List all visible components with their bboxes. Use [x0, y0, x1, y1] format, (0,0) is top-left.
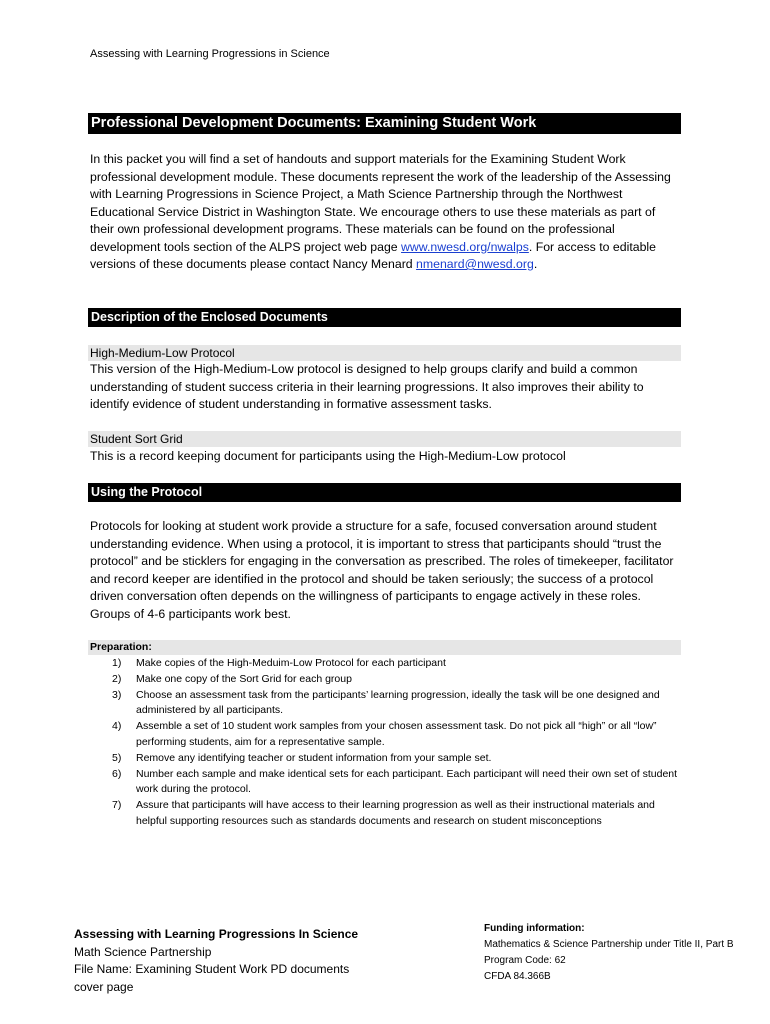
footer-page-label: cover page: [74, 979, 134, 994]
footer-project-info: [74, 926, 358, 996]
intro-end-text: .: [533, 257, 538, 271]
list-item: [90, 798, 682, 830]
list-item: [90, 767, 682, 799]
item-text-hml-protocol: This version of the High-Medium-Low protocol is designed to help groups clarify and build a common understanding of student success criteria in their learning progressions. It also improves their ability to identify evidence of student understanding in formative assessment tasks.: [90, 362, 644, 411]
step-number: 3): [112, 688, 122, 701]
footer-partnership: Math Science Partnership: [74, 944, 212, 959]
preparation-steps: [90, 656, 682, 830]
step-text: Make copies of the High-Meduim-Low Protocol for each participant: [136, 657, 446, 669]
list-item: [90, 751, 682, 767]
step-number: 6): [112, 767, 122, 780]
section-heading-description: Description of the Enclosed Documents: [88, 308, 681, 327]
funding-cfda: CFDA 84.366B: [484, 971, 551, 982]
step-text: Remove any identifying teacher or student information from your sample set.: [136, 751, 492, 764]
item-label-sort-grid: Student Sort Grid: [88, 431, 681, 447]
step-number: 1): [112, 657, 122, 669]
list-item: [90, 719, 682, 751]
contact-email-link[interactable]: nmenard@nwesd.org: [416, 257, 534, 271]
step-text: Make one copy of the Sort Grid for each group: [136, 672, 352, 685]
step-text: Number each sample and make identical sets for each participant. Each participant will need their own set of student work during the protocol.: [136, 767, 678, 796]
list-item: [90, 672, 682, 688]
step-text: Assure that participants will have access to their learning progression as well as their instructional materials and helpful supporting resources such as standards documents and research on student misconceptions: [136, 799, 655, 827]
footer-project-title: Assessing with Learning Progressions In Science: [74, 927, 359, 941]
page-title: Professional Development Documents: Examining Student Work: [88, 113, 681, 134]
step-number: 7): [112, 799, 122, 812]
intro-text: In this packet you will find a set of handouts and support materials for the Examining Student Work professional development module. These documents represent the work of the leadership of the Assessing with Learning Progressions in Science Project, a Math Science Partnership through the Northwest Educational Service District in Washington State. We encourage others to use these materials as part of their own professional development programs. These materials can be found on the professional development tools section of the ALPS project web page: [90, 152, 671, 254]
footer-funding-info: [484, 921, 734, 985]
running-header: Assessing with Learning Progressions in Science: [90, 48, 330, 60]
intro-mid-text: . For access to editable versions of these documents please contact Nancy Menard: [90, 239, 656, 271]
funding-title: Funding information:: [484, 923, 585, 934]
step-number: 4): [112, 720, 122, 733]
alps-web-link[interactable]: www.nwesd.org/nwalps: [401, 239, 529, 254]
item-label-hml-protocol: High-Medium-Low Protocol: [88, 345, 681, 361]
intro-paragraph: [90, 151, 682, 274]
section-heading-protocol: Using the Protocol: [88, 483, 681, 502]
step-text: Choose an assessment task from the participants’ learning progression, ideally the task will be one designed and administered by all participants.: [136, 688, 660, 717]
item-text-sort-grid: This is a record keeping document for participants using the High-Medium-Low protocol: [90, 449, 566, 463]
funding-program: Mathematics & Science Partnership under Title II, Part B: [484, 939, 734, 950]
list-item: [90, 656, 682, 672]
list-item: [90, 688, 682, 720]
preparation-label: Preparation:: [88, 640, 681, 655]
protocol-paragraph: Protocols for looking at student work provide a structure for a safe, focused conversation around student understanding evidence. When using a protocol, it is important to stress that participants should “trust the protocol” and be sticklers for engaging in the conversation as prescribed. The roles of timekeeper, facilitator and record keeper are identified in the protocol and should be taken seriously; the success of a protocol driven conversation often depends on the willingness of participants to engage actively in these roles. Groups of 4-6 participants work best.: [90, 519, 674, 621]
step-number: 5): [112, 751, 122, 764]
step-number: 2): [112, 672, 122, 685]
step-text: Assemble a set of 10 student work samples from your chosen assessment task. Do not pick all “high” or all “low” performing students, aim for a representative sample.: [136, 720, 657, 748]
funding-program-code: Program Code: 62: [484, 955, 566, 966]
footer-file-name: File Name: Examining Student Work PD documents: [74, 962, 350, 976]
